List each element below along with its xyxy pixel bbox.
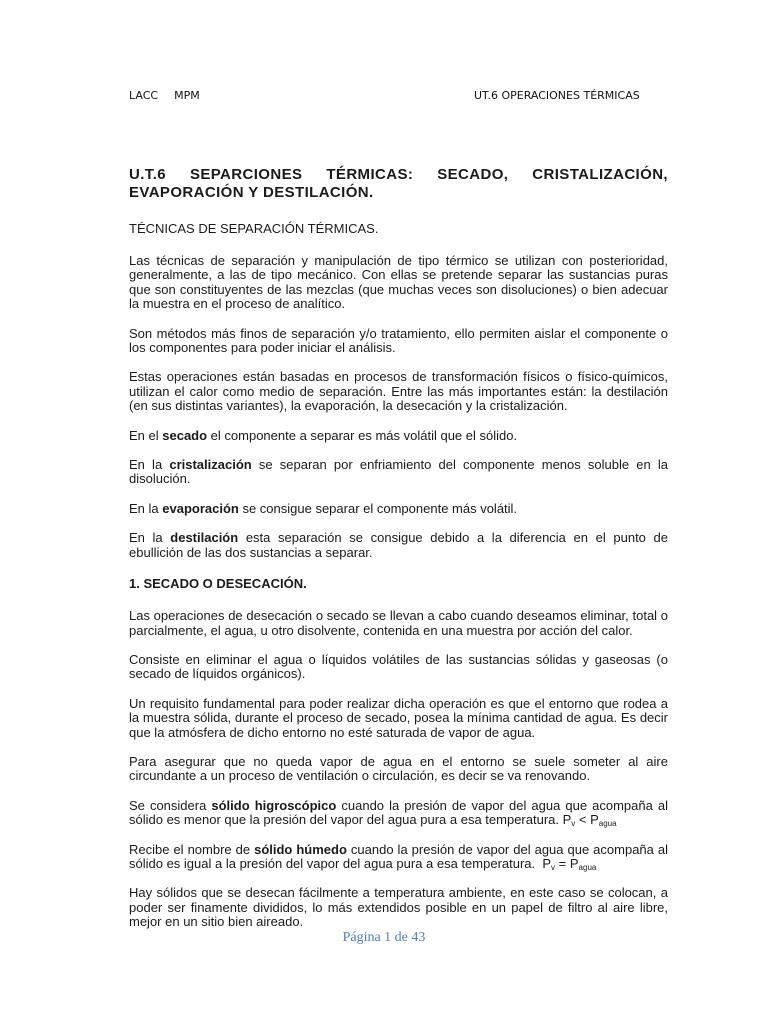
- paragraph: Para asegurar que no queda vapor de agua en el entorno se suele someter al aire circundante a un proceso de ventilación o circulación, es decir se va renovando.: [129, 753, 668, 784]
- pressure-formula: [563, 812, 617, 827]
- section-subtitle: TÉCNICAS DE SEPARACIÓN TÉRMICAS.: [129, 221, 379, 236]
- paragraph-evaporacion: [129, 502, 668, 516]
- text-run: Recibe el nombre de: [129, 841, 255, 857]
- paragraph: Estas operaciones están basadas en procesos de transformación físicos o físico-químicos, utilizan el calor como medio de separación. Entre las más importantes están: la destilación (en sus distintas variantes), la evaporación, la desecación y la cristalización.: [129, 369, 668, 414]
- text-run: cuando la presión de vapor del agua que acompaña al sólido es igual a la presión del vapor del agua pura a esa temperatura.: [129, 841, 672, 871]
- bold-term: sólido higroscópico: [211, 797, 337, 813]
- formula-symbol: P: [569, 855, 579, 871]
- section-heading: 1. SECADO O DESECACIÓN.: [129, 576, 307, 592]
- paragraph: Las operaciones de desecación o secado se llevan a cabo cuando deseamos eliminar, total o parcialmente, el agua, u otro disolvente, contenida en una muestra por acción del calor.: [129, 608, 668, 638]
- bold-term: secado: [162, 427, 208, 443]
- formula-symbol: P: [562, 812, 572, 828]
- paragraph: Las técnicas de separación y manipulación de tipo térmico se utilizan con posterioridad, generalmente, a las de tipo mecánico. Con ellas se pretende separar las sustancias puras que son constituyentes de las mezclas (que muchas veces son disoluciones) o bien adecuar la muestra en el proceso de analítico.: [129, 253, 668, 312]
- bold-term: cristalización: [169, 457, 252, 473]
- text-run: En el: [129, 427, 163, 443]
- document-title: U.T.6 SEPARCIONES TÉRMICAS: SECADO, CRISTALIZACIÓN, EVAPORACIÓN Y DESTILACIÓN.: [129, 166, 668, 201]
- paragraph-cristalizacion: [129, 458, 668, 487]
- paragraph: Hay sólidos que se desecan fácilmente a temperatura ambiente, en este caso se colocan, a poder ser finamente divididos, lo más extendidos posible en un papel de filtro al aire libre, mejor en un sitio bien aireado.: [129, 885, 668, 930]
- paragraph: Un requisito fundamental para poder realizar dicha operación es que el entorno que rodea a la muestra sólida, durante el proceso de secado, posea la mínima cantidad de agua. Es decir que la atmósfera de dicho entorno no esté saturada de vapor de agua.: [129, 695, 668, 740]
- bold-term: sólido húmedo: [254, 841, 347, 857]
- formula-subscript: agua: [578, 862, 597, 872]
- text-run: En la: [129, 500, 163, 516]
- paragraph: Son métodos más finos de separación y/o tratamiento, ello permiten aislar el componente o los componentes para poder iniciar el análisis.: [129, 325, 668, 356]
- document-body: [129, 166, 672, 930]
- pressure-formula: [542, 856, 596, 871]
- formula-operator: <: [575, 812, 591, 828]
- text-run: se separan por enfriamiento del componente menos soluble en la disolución.: [129, 457, 668, 487]
- bold-term: destilación: [170, 530, 239, 546]
- text-run: se consigue separar el componente más volátil.: [238, 500, 518, 516]
- paragraph: Consiste en eliminar el agua o líquidos volátiles de las sustancias sólidas y gaseosas (o secado de líquidos orgánicos).: [129, 651, 668, 682]
- paragraph-secado: [129, 429, 668, 443]
- header-unit: UT.6 OPERACIONES TÉRMICAS: [474, 89, 640, 102]
- paragraph-higroscopico: [129, 799, 668, 828]
- formula-subscript: agua: [598, 819, 617, 829]
- text-run: En la: [129, 530, 171, 546]
- formula-symbol: P: [542, 855, 552, 871]
- header-module: MPM: [174, 89, 200, 102]
- formula-symbol: P: [590, 812, 599, 828]
- formula-operator: =: [555, 855, 570, 871]
- paragraph-humedo: [129, 841, 672, 872]
- paragraph-destilacion: [129, 531, 668, 560]
- page-number: Página 1 de 43: [342, 930, 426, 945]
- bold-term: evaporación: [162, 500, 239, 516]
- text-run: esta separación se consigue debido a la diferencia en el punto de ebullición de las dos sustancias a separar.: [129, 530, 668, 560]
- header-left: [129, 89, 200, 102]
- text-run: cuando la presión de vapor del agua que acompaña al sólido es menor que la presión del vapor del agua pura a esa temperatura.: [129, 797, 668, 828]
- header-course: LACC: [129, 89, 159, 102]
- text-run: Se considera: [129, 797, 212, 813]
- formula-subscript: v: [551, 862, 556, 872]
- text-run: En la: [129, 457, 170, 473]
- text-run: el componente a separar es más volátil que el sólido.: [207, 427, 518, 443]
- formula-subscript: v: [571, 819, 576, 829]
